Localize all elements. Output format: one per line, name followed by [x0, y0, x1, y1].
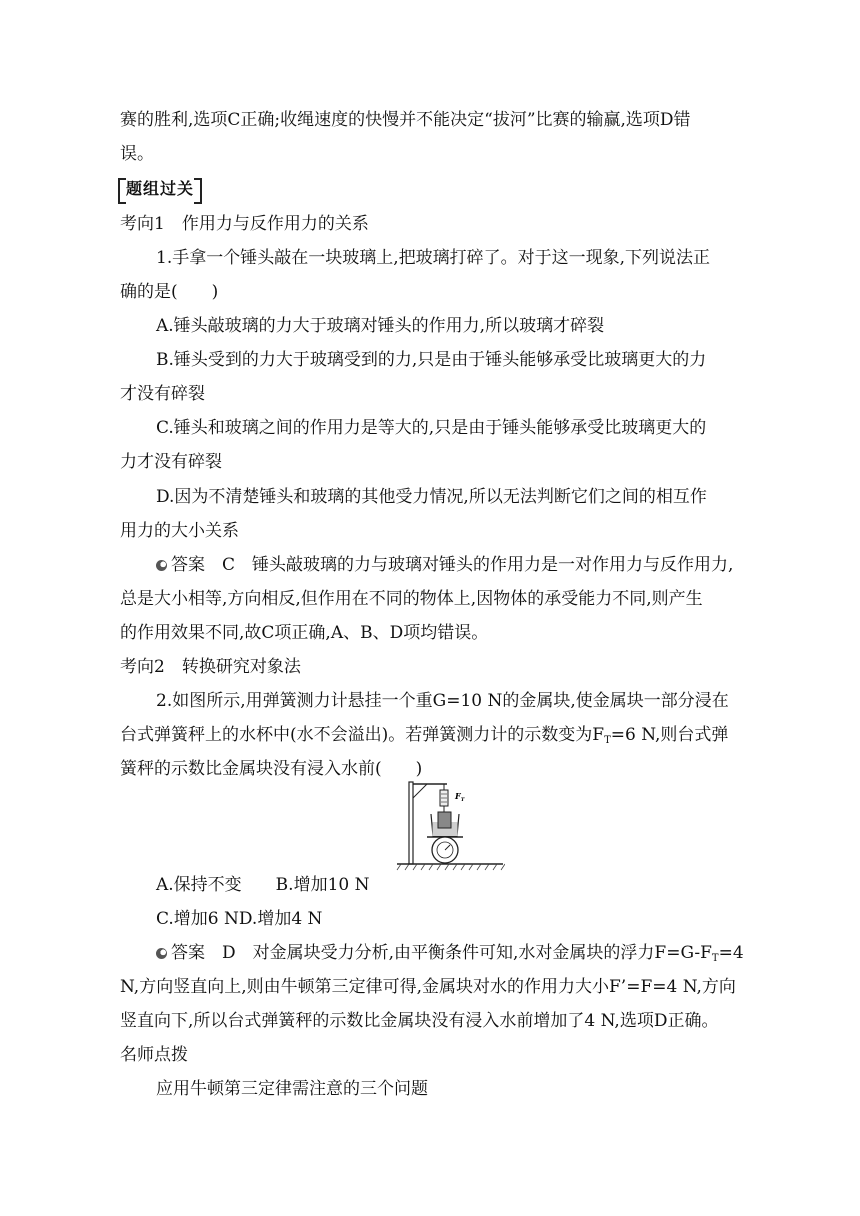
question-1-stem-cont: 确的是( ) — [120, 282, 219, 302]
question-2-stem: 2.如图所示,用弹簧测力计悬挂一个重G=10 N的金属块,使金属块一部分浸在 — [156, 691, 729, 711]
options-cd: C.增加6 ND.增加4 N — [156, 909, 323, 929]
tip-text: 应用牛顿第三定律需注意的三个问题 — [156, 1079, 428, 1099]
option-c: C.锤头和玻璃之间的作用力是等大的,只是由于锤头能够承受比玻璃更大的 — [156, 418, 707, 438]
force-label: $F_T$ — [455, 791, 465, 803]
answer-2: 答案 D 对金属块受力分析,由平衡条件可知,水对金属块的浮力F=G-FT=4 — [156, 941, 744, 968]
option-b: B.锤头受到的力大于玻璃受到的力,只是由于锤头能够承受比玻璃更大的力 — [156, 350, 707, 370]
answer-marker-icon — [156, 948, 167, 959]
option-b-cont: 才没有碎裂 — [120, 384, 205, 404]
options-ab: A.保持不变 B.增加10 N — [156, 875, 370, 895]
option-d: D.因为不清楚锤头和玻璃的其他受力情况,所以无法判断它们之间的相互作 — [156, 487, 707, 507]
answer-1-cont: 的作用效果不同,故C项正确,A、B、D项均错误。 — [120, 623, 489, 643]
answer-2-cont: N,方向竖直向上,则由牛顿第三定律可得,金属块对水的作用力大小F’=F=4 N,方向 — [120, 977, 736, 997]
text-line: 误。 — [120, 144, 154, 164]
question-2-stem-cont: 台式弹簧秤上的水杯中(水不会溢出)。若弹簧测力计的示数变为FT=6 N,则台式弹 — [120, 725, 729, 746]
answer-1: 答案 C 锤头敲玻璃的力与玻璃对锤头的作用力是一对作用力与反作用力, — [156, 553, 733, 577]
question-1-stem: 1.手拿一个锤头敲在一块玻璃上,把玻璃打碎了。对于这一现象,下列说法正 — [156, 248, 711, 268]
answer-marker-icon — [156, 560, 167, 571]
tip-title: 名师点拨 — [120, 1045, 188, 1065]
spring-scale-figure — [395, 780, 505, 872]
option-a: A.锤头敲玻璃的力大于玻璃对锤头的作用力,所以玻璃才碎裂 — [156, 316, 605, 336]
answer-1-cont: 总是大小相等,方向相反,但作用在不同的物体上,因物体的承受能力不同,则产生 — [120, 589, 703, 609]
topic-heading: 考向1 作用力与反作用力的关系 — [120, 214, 369, 234]
section-banner: 题组过关 — [118, 176, 202, 202]
text-line: 赛的胜利,选项C正确;收绳速度的快慢并不能决定“拔河”比赛的输赢,选项D错 — [120, 110, 691, 130]
topic-heading: 考向2 转换研究对象法 — [120, 657, 301, 677]
option-d-cont: 用力的大小关系 — [120, 521, 239, 541]
answer-2-cont: 竖直向下,所以台式弹簧秤的示数比金属块没有浸入水前增加了4 N,选项D正确。 — [120, 1011, 719, 1031]
option-c-cont: 力才没有碎裂 — [120, 452, 222, 472]
question-2-stem-cont: 簧秤的示数比金属块没有浸入水前( ) — [120, 759, 423, 779]
